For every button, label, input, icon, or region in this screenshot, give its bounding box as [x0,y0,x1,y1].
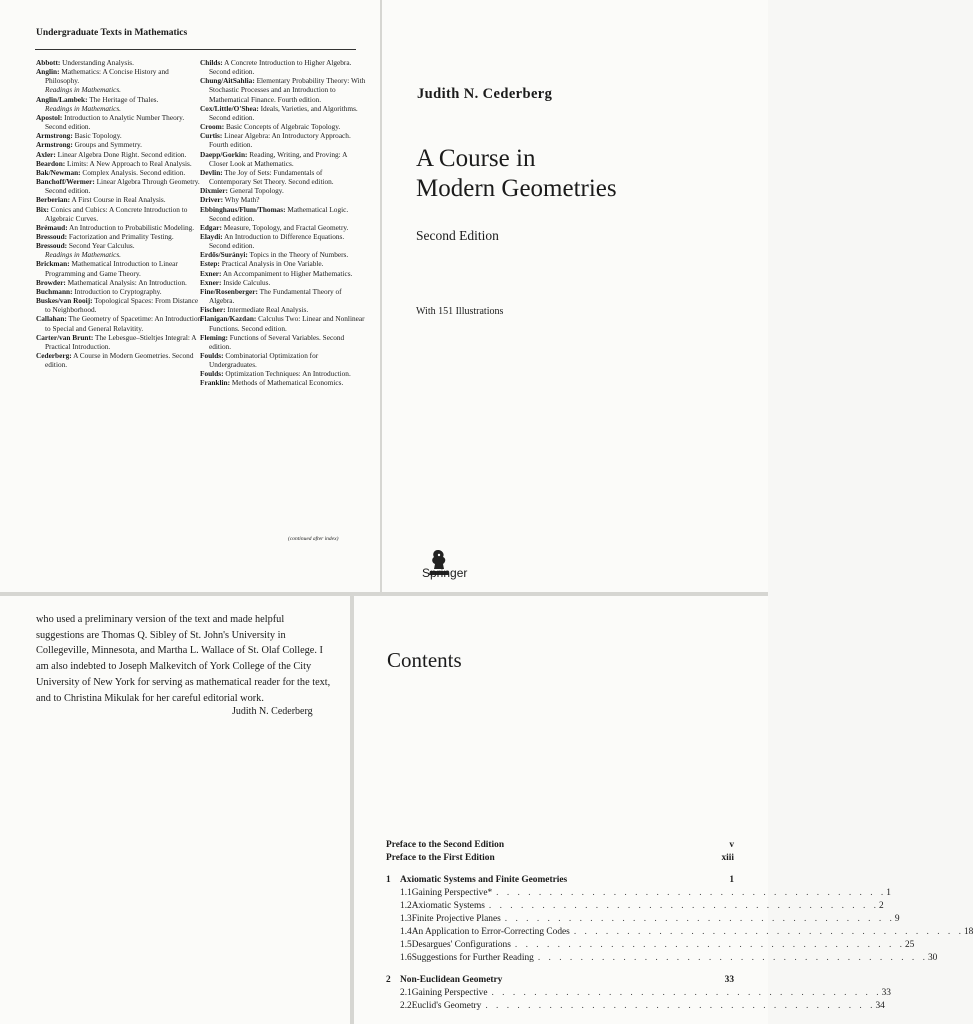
series-entry-author: Estep: [200,259,220,269]
toc-page: 9 [894,914,900,924]
toc-page: 30 [927,953,938,963]
series-entry: Anglin/Lambek: The Heritage of Thales. Readings in Mathematics. [36,95,202,113]
series-title: Undergraduate Texts in Mathematics [36,28,188,38]
series-entry-author: Flanigan/Kazdan: [200,314,257,324]
series-entry: Anglin: Mathematics: A Concise History and Philosophy. Readings in Mathematics. [36,67,202,94]
preface-page [0,596,350,1024]
contents-title: Contents [387,648,462,672]
toc-leader: . . . . . . . . . . . . . . . . . . . . . . . . . . . . . . . . . . . . . [504,914,895,924]
toc-page: 34 [875,1001,885,1011]
toc-page: 2 [879,901,884,911]
toc-label: An Application to Error-Correcting Codes [411,927,570,937]
series-entry: Chung/AitSahlia: Elementary Probability Theory: With Stochastic Processes and an Introduction to Mathematical Finance. Fourth edition. [200,76,366,104]
series-entry-author: Erdős/Surányi: [200,250,248,260]
series-entry: Franklin: Methods of Mathematical Economics. [200,378,344,388]
toc-page: 33 [724,975,734,985]
series-entry-author: Anglin: [36,67,60,77]
series-entry: Browder: Mathematical Analysis: An Introduction. [36,277,187,287]
series-entry: Foulds: Optimization Techniques: An Introduction. [200,369,351,379]
series-entry: Buchmann: Introduction to Cryptography. [36,286,162,296]
edition: Second Edition [416,228,499,243]
toc-section-row [386,927,973,940]
toc-page: 25 [904,940,915,950]
series-entry-author: Elaydi: [200,231,223,241]
series-entry: Brémaud: An Introduction to Probabilistic Modeling. [36,222,195,232]
series-entry-author: Exner: [200,268,222,278]
series-entry-author: Bix: [36,204,49,214]
toc-label: Gaining Perspective* [411,888,493,898]
series-entry: Bak/Newman: Complex Analysis. Second edition. [36,167,186,177]
series-entry-author: Bressoud: [36,241,68,251]
series-entry: Cox/Little/O'Shea: Ideals, Varieties, and Algorithms. Second edition. [200,103,358,122]
toc-label: Preface to the First Edition [386,853,495,863]
series-entry-author: Browder: [36,277,66,287]
series-entry-note: Readings in Mathematics. [45,103,121,113]
toc-chapter-row [386,975,734,988]
series-entry-author: Dixmier: [200,186,228,196]
series-entry-author: Foulds: [200,351,224,360]
toc-leader: . . . . . . . . . . . . . . . . . . . . . . . . . . . . . . . . . . . . . [496,888,887,898]
series-entry: Curtis: Linear Algebra: An Introductory Approach. Fourth edition. [200,131,351,150]
toc-section-row [386,988,891,1001]
toc-section-row [386,940,915,953]
toc-page: 1 [729,875,734,885]
toc-leader: . . . . . . . . . . . . . . . . . . . . . . . . . . . . . . . . . . . . . [485,1001,876,1011]
series-entry-author: Brémaud: [36,222,68,232]
toc-leader: . . . . . . . . . . . . . . . . . . . . . . . . . . . . . . . . . . . . . [537,953,928,963]
toc-section-number: 2.2 [400,1001,412,1011]
series-list-right [200,58,366,388]
series-entry-note: Readings in Mathematics. [45,85,121,95]
series-entry-author: Cederberg: [36,351,72,360]
series-entry: Foulds: Combinatorial Optimization for Undergraduates. [200,351,319,370]
toc-page: v [729,840,734,850]
series-entry-author: Bak/Newman: [36,167,81,177]
toc-label: Suggestions for Further Reading [411,953,534,963]
toc-section-row [386,914,900,927]
series-entry-author: Edgar: [200,222,222,232]
series-entry: Devlin: The Joy of Sets: Fundamentals of Contemporary Set Theory. Second edition. [200,167,334,187]
toc-section-number: 1.5 [400,940,412,950]
toc-label: Non-Euclidean Geometry [400,975,503,985]
series-entry: Banchoff/Wermer: Linear Algebra Through Geometry. Second edition. [36,177,200,196]
series-entry-author: Callahan: [36,314,67,324]
toc-gap [386,866,734,875]
toc-chapter-row [386,875,734,888]
series-entry: Croom: Basic Concepts of Algebraic Topology. [200,122,341,132]
toc-leader: . . . . . . . . . . . . . . . . . . . . . . . . . . . . . . . . . . . . . [514,940,905,950]
series-page [0,0,380,592]
toc-label: Axiomatic Systems [411,901,485,911]
toc-page: 1 [886,888,891,898]
series-entry: Fischer: Intermediate Real Analysis. [200,305,309,315]
toc-section-number: 1.6 [400,953,412,963]
publisher-name: Springer [422,566,468,580]
continued-note: (continued after index) [288,536,339,542]
series-entry-author: Exner: [200,277,222,287]
toc-chapter-number: 2 [386,975,391,985]
toc-label: Axiomatic Systems and Finite Geometries [400,875,568,885]
series-entry-author: Anglin/Lambek: [36,94,88,104]
series-entry-author: Cox/Little/O'Shea: [200,103,259,113]
series-entry-author: Chung/AitSahlia: [200,76,255,86]
series-entry: Edgar: Measure, Topology, and Fractal Geometry. [200,222,349,232]
toc-section-row [386,888,891,901]
table-of-contents [386,840,973,1014]
series-entry-author: Axler: [36,149,56,159]
series-entry-author: Bressoud: [36,231,68,241]
toc-front-row [386,840,734,853]
series-entry: Estep: Practical Analysis in One Variable. [200,259,324,269]
series-entry: Bressoud: Second Year Calculus. Readings in Mathematics. [36,241,202,259]
series-entry-author: Armstrong: [36,131,73,141]
toc-page: 18 [963,927,973,937]
series-entry: Callahan: The Geometry of Spacetime: An Introduction to Special and General Relavitity. [36,314,202,333]
series-entry: Dixmier: General Topology. [200,186,284,196]
series-entry-author: Beardon: [36,158,66,168]
series-entry-author: Berberian: [36,195,71,205]
toc-section-row [386,901,884,914]
toc-section-number: 1.4 [400,927,412,937]
series-entry: Erdős/Surányi: Topics in the Theory of Numbers. [200,250,349,260]
series-entry: Apostol: Introduction to Analytic Number Theory. Second edition. [36,112,185,132]
series-entry: Fine/Rosenberger: The Fundamental Theory of Algebra. [200,286,342,306]
toc-section-number: 1.1 [400,888,412,898]
toc-label: Preface to the Second Edition [386,840,505,850]
series-entry: Exner: Inside Calculus. [200,277,271,287]
series-entry: Armstrong: Groups and Symmetry. [36,140,142,150]
illustrations-note: With 151 Illustrations [416,306,504,317]
toc-leader: . . . . . . . . . . . . . . . . . . . . . . . . . . . . . . . . . . . . . [491,988,882,998]
series-entry-author: Fleming: [200,332,228,342]
toc-label: Euclid's Geometry [411,1001,482,1011]
series-entry-author: Buchmann: [36,286,73,296]
toc-label: Finite Projective Planes [411,914,501,924]
toc-label: Desargues' Configurations [411,940,511,950]
series-entry: Carter/van Brunt: The Lebesgue–Stieltjes Integral: A Practical Introduction. [36,332,197,351]
series-entry-author: Abbott: [36,58,61,67]
toc-section-number: 2.1 [400,988,412,998]
toc-label: Gaining Perspective [411,988,488,998]
author-name: Judith N. Cederberg [417,86,553,102]
series-entry: Exner: An Accompaniment to Higher Mathematics. [200,268,353,278]
toc-section-row [386,1001,885,1014]
series-entry-author: Ebbinghaus/Flum/Thomas: [200,204,286,214]
series-entry-author: Brickman: [36,259,70,269]
toc-section-row [386,953,938,966]
series-entry: Bressoud: Factorization and Primality Testing. [36,231,174,241]
series-entry-author: Carter/van Brunt: [36,332,94,342]
series-entry-author: Fischer: [200,305,226,315]
series-entry: Abbott: Understanding Analysis. [36,58,134,67]
series-entry-author: Croom: [200,122,225,132]
series-entry-author: Childs: [200,58,223,67]
series-entry-author: Buskes/van Rooij: [36,296,93,306]
series-entry-author: Daepp/Gorkin: [200,149,248,159]
series-entry: Daepp/Gorkin: Reading, Writing, and Proving: A Closer Look at Mathematics. [200,149,347,168]
series-entry-author: Franklin: [200,378,231,388]
series-entry: Ebbinghaus/Flum/Thomas: Mathematical Logic. Second edition. [200,204,349,223]
series-entry-author: Foulds: [200,369,224,379]
series-entry-author: Armstrong: [36,140,73,150]
toc-gap [386,966,734,975]
series-entry: Brickman: Mathematical Introduction to Linear Programming and Game Theory. [36,259,178,278]
series-entry: Bix: Conics and Cubics: A Concrete Introduction to Algebraic Curves. [36,204,188,223]
series-entry: Cederberg: A Course in Modern Geometries. Second edition. [36,351,194,370]
toc-page: xiii [721,853,734,863]
series-entry-note: Readings in Mathematics. [45,250,121,260]
toc-front-row [386,853,734,866]
series-entry: Fleming: Functions of Several Variables. Second edition. [200,332,345,351]
toc-section-number: 1.2 [400,901,412,911]
preface-text: who used a preliminary version of the text and made helpful suggestions are Thomas Q. Sibley of St. John's University in Collegeville, Minnesota, and Martha L. Wallace of St. Olaf College. I am also indebted to Joseph Malkevitch of York College of the City University of New York for serving as mathematical reader for the text, and to Christina Mikulak for her careful editorial work. [36,614,331,704]
series-entry: Driver: Why Math? [200,195,260,205]
series-entry: Berberian: A First Course in Real Analysis. [36,195,166,205]
series-entry: Childs: A Concrete Introduction to Higher Algebra. Second edition. [200,58,352,77]
book-title [416,144,746,204]
series-entry: Flanigan/Kazdan: Calculus Two: Linear and Nonlinear Functions. Second edition. [200,314,365,333]
book-title-line-2: Modern Geometries [416,175,617,202]
series-entry-author: Fine/Rosenberger: [200,286,258,296]
series-entry: Elaydi: An Introduction to Difference Equations. Second edition. [200,231,345,251]
toc-leader: . . . . . . . . . . . . . . . . . . . . . . . . . . . . . . . . . . . . . [488,901,879,911]
series-entry-author: Apostol: [36,112,63,122]
toc-section-number: 1.3 [400,914,412,924]
book-title-line-1: A Course in [416,145,536,172]
series-entry: Beardon: Limits: A New Approach to Real Analysis. [36,158,192,168]
series-entry-author: Devlin: [200,167,223,177]
toc-chapter-number: 1 [386,875,391,885]
toc-page: 33 [881,988,891,998]
series-divider [35,49,356,50]
page-seam [380,0,382,592]
series-entry-author: Driver: [200,195,224,205]
title-page [382,0,768,592]
series-list-left [36,58,202,369]
contents-page [354,596,973,1024]
series-entry: Armstrong: Basic Topology. [36,131,122,141]
series-entry: Axler: Linear Algebra Done Right. Second edition. [36,149,187,159]
series-entry-author: Curtis: [200,131,223,141]
series-entry-author: Banchoff/Wermer: [36,177,95,187]
preface-signature: Judith N. Cederberg [232,706,313,717]
toc-leader: . . . . . . . . . . . . . . . . . . . . . . . . . . . . . . . . . . . . . [573,927,964,937]
series-entry: Buskes/van Rooij: Topological Spaces: From Distance to Neighborhood. [36,296,199,315]
